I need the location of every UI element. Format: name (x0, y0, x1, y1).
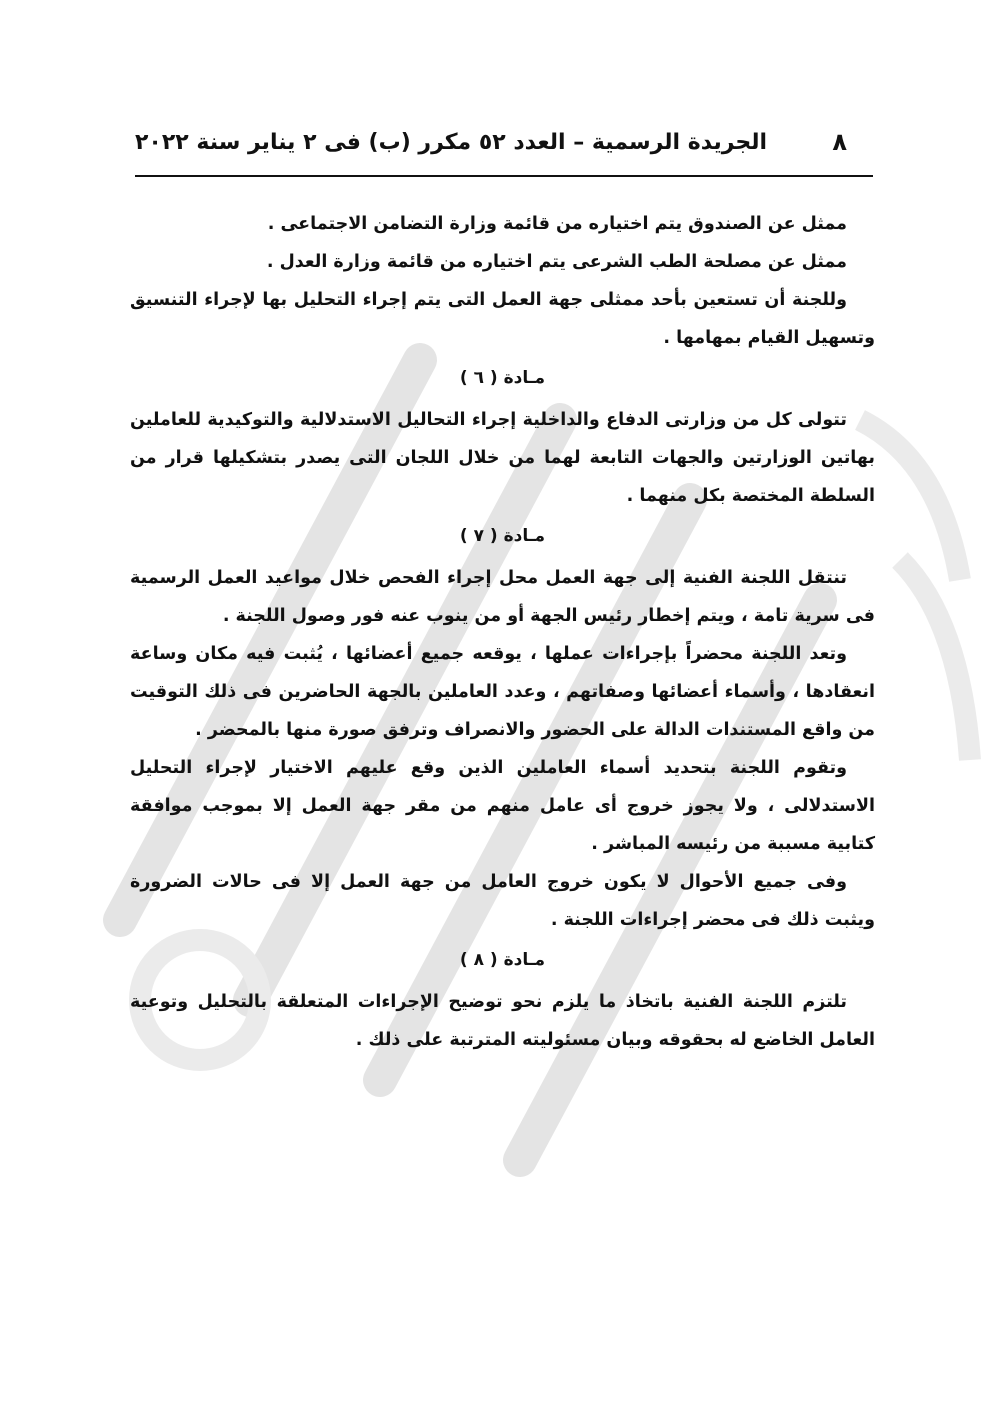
document-body (130, 205, 875, 1059)
body-paragraph: ممثل عن الصندوق يتم اختياره من قائمة وزارة التضامن الاجتماعى . (267, 214, 847, 234)
gazette-title: الجريدة الرسمية – العدد ٥٢ مكرر (ب) فى ٢ يناير سنة ٢٠٢٢ (135, 129, 768, 155)
body-paragraph: وللجنة أن تستعين بأحد ممثلى جهة العمل التى يتم إجراء التحليل بها لإجراء التنسيق وتسهيل القيام بمهامها . (130, 290, 875, 348)
page-number: ٨ (832, 128, 847, 156)
body-paragraph: تنتقل اللجنة الفنية إلى جهة العمل محل إجراء الفحص خلال مواعيد العمل الرسمية فى سرية تامة ، ويتم إخطار رئيس الجهة أو من ينوب عنه فور وصول اللجنة . (130, 568, 875, 626)
body-paragraph: تلتزم اللجنة الفنية باتخاذ ما يلزم نحو توضيح الإجراءات المتعلقة بالتحليل وتوعية العامل الخاضع له بحقوقه وبيان مسئوليته المترتبة على ذلك . (130, 992, 875, 1050)
article-heading: مـادة ( ٨ ) (459, 950, 546, 970)
header-rule (135, 175, 873, 177)
body-paragraph: وتقوم اللجنة بتحديد أسماء العاملين الذين وقع عليهم الاختيار لإجراء التحليل الاستدلالى ، ولا يجوز خروج أى عامل منهم من مقر جهة العمل إلا بموجب موافقة كتابية مسببة من رئيسه المباشر . (130, 758, 875, 854)
body-paragraph: تتولى كل من وزارتى الدفاع والداخلية إجراء التحاليل الاستدلالية والتوكيدية للعاملين بهاتين الوزارتين والجهات التابعة لهما من خلال اللجان التى يصدر بتشكيلها قرار من السلطة المختصة بكل منهما . (130, 410, 875, 506)
body-paragraph: وفى جميع الأحوال لا يكون خروج العامل من جهة العمل إلا فى حالات الضرورة ويثبت ذلك فى محضر إجراءات اللجنة . (130, 872, 875, 930)
article-heading: مـادة ( ٦ ) (459, 368, 546, 388)
body-paragraph: ممثل عن مصلحة الطب الشرعى يتم اختياره من قائمة وزارة العدل . (266, 252, 847, 272)
article-heading: مـادة ( ٧ ) (459, 526, 546, 546)
body-paragraph: وتعد اللجنة محضراً بإجراءات عملها ، يوقعه جميع أعضائها ، يُثبت فيه مكان وساعة انعقادها ، وأسماء أعضائها وصفاتهم ، وعدد العاملين بالجهة الحاضرين فى ذلك التوقيت من واقع المستندات الدالة على الحضور والانصراف وترفق صورة منها بالمحضر . (130, 644, 875, 740)
page-header (135, 122, 847, 162)
